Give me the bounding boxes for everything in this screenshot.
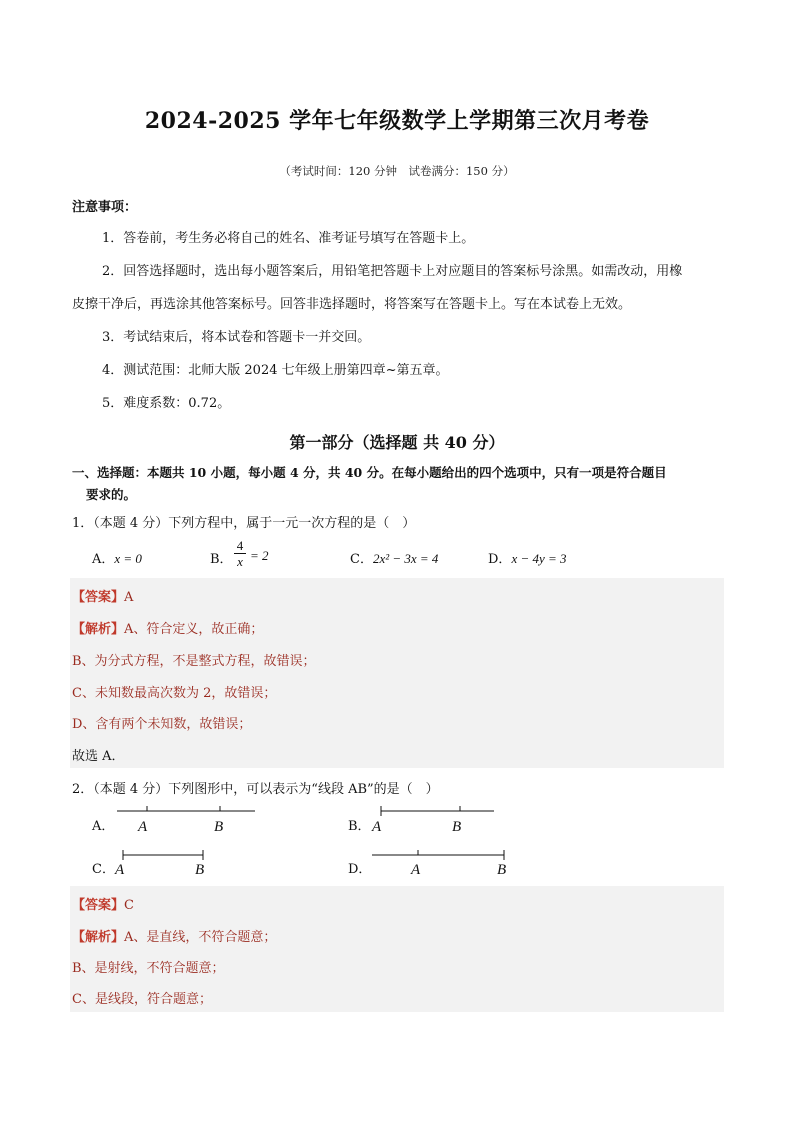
q1-answer: 【答案】A <box>72 590 134 605</box>
notice-list <box>72 222 724 420</box>
notice-item: 3．考试结束后，将本试卷和答题卡一并交回。 <box>102 330 371 345</box>
notice-item: 2．回答选择题时，选出每小题答案后，用铅笔把答题卡上对应题目的答案标号涂黑。如需改动，用橡 <box>102 264 683 279</box>
point-a-label: A <box>411 862 421 878</box>
q1-analysis-line: C、未知数最高次数为 2，故错误； <box>72 686 277 701</box>
q1-analysis-line: B、为分式方程，不是整式方程，故错误； <box>72 654 316 669</box>
q1-option-c: C．2x² − 3x = 4 <box>350 551 439 567</box>
point-a-label: A <box>115 862 125 878</box>
section-intro-line: 要求的。 <box>86 487 137 502</box>
point-b-label: B <box>452 819 462 835</box>
section-intro <box>72 462 724 506</box>
q2-option-d-label: D． <box>348 862 372 877</box>
question-2-stem: 2．（本题 4 分）下列图形中，可以表示为“线段 AB”的是（ ） <box>72 782 439 797</box>
page-title: 2024-2025 学年七年级数学上学期第三次月考卷 <box>144 108 650 134</box>
q1-option-a: A．x = 0 <box>92 551 142 567</box>
notice-item: 皮擦干净后，再选涂其他答案标号。回答非选择题时，将答案写在答题卡上。写在本试卷上无效。 <box>72 297 632 312</box>
q2-option-b-figure <box>370 800 500 840</box>
notice-item: 4．测试范围：北师大版 2024 七年级上册第四章~第五章。 <box>102 363 449 378</box>
q2-option-b-label: B． <box>348 819 371 834</box>
q2-answer: 【答案】C <box>72 898 134 913</box>
q1-analysis-line: 【解析】A、符合定义，故正确； <box>72 622 264 637</box>
q2-analysis-line: B、是射线，不符合题意； <box>72 961 225 976</box>
q2-analysis-line: C、是线段，符合题意； <box>72 992 212 1007</box>
q1-option-b: B． <box>210 552 233 567</box>
q2-option-a-figure <box>115 800 260 840</box>
point-b-label: B <box>195 862 205 878</box>
point-a-label: A <box>372 819 382 835</box>
q1-analysis-line: 故选 A． <box>72 749 125 764</box>
q1-option-d: D．x − 4y = 3 <box>488 551 567 567</box>
q2-option-c-label: C． <box>92 862 115 877</box>
question-1-stem: 1．（本题 4 分）下列方程中，属于一元一次方程的是（ ） <box>72 516 416 531</box>
point-b-label: B <box>214 819 224 835</box>
notice-item: 5．难度系数：0.72。 <box>102 396 231 411</box>
section-intro-line: 一、选择题：本题共 10 小题，每小题 4 分，共 40 分。在每小题给出的四个选项中，只有一项是符合题目 <box>72 465 667 480</box>
notice-item: 1．答卷前，考生务必将自己的姓名、准考证号填写在答题卡上。 <box>102 231 475 246</box>
q1-analysis-line: D、含有两个未知数，故错误； <box>72 717 252 732</box>
q1-option-b-fraction: 4 x <box>234 538 246 569</box>
q2-option-c-figure <box>113 843 213 883</box>
q2-option-a-label: A． <box>92 819 115 834</box>
q2-option-d-figure <box>368 843 518 883</box>
section-title: 第一部分（选择题 共 40 分） <box>289 433 505 452</box>
q1-option-b-rest: = 2 <box>250 548 269 563</box>
exam-info: （考试时间：120 分钟 试卷满分：150 分） <box>279 164 515 178</box>
point-b-label: B <box>497 862 507 878</box>
q2-analysis-line: 【解析】A、是直线，不符合题意； <box>72 930 277 945</box>
q1-answer-box <box>70 578 724 768</box>
point-a-label: A <box>138 819 148 835</box>
notice-heading: 注意事项： <box>72 200 138 215</box>
